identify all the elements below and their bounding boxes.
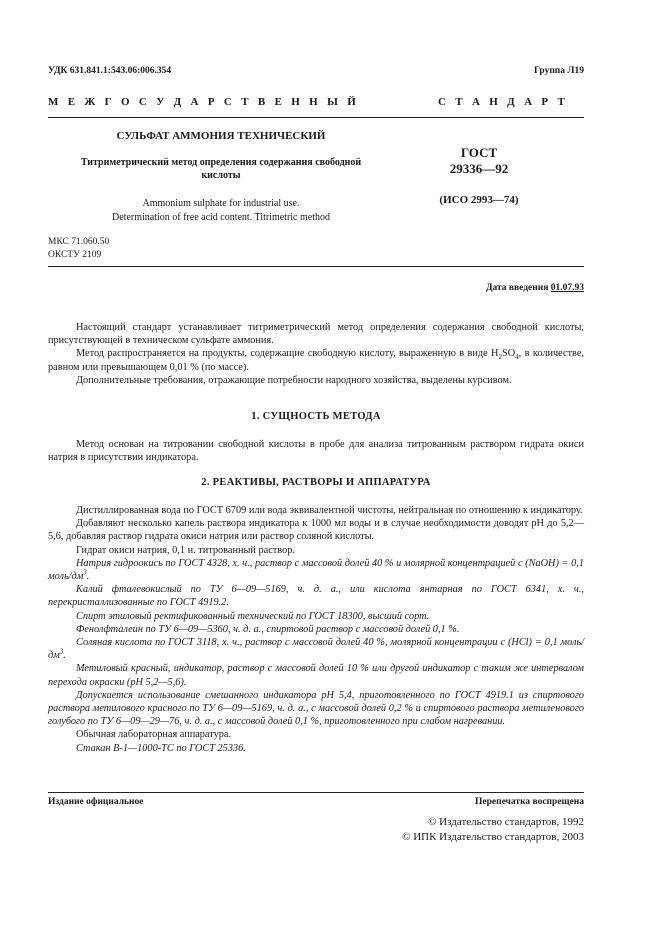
- section-1-paragraph: Метод основан на титровании свободной кислоты в пробе для анализа титрованным раствором гидрата окиси натрия в присутствии индикатора.: [48, 439, 584, 464]
- english-title: [48, 197, 394, 224]
- english-title-line-1: Ammonium sulphate for industrial use.: [142, 198, 300, 209]
- reprint-prohibited: Перепечатка воспрещена: [474, 797, 584, 807]
- reagent-methyl-red: Метиловый красный, индикатор, раствор с массовой долей 10 % или другой индикатор с таким же интервалом перехода окраски (pH 5,2—5,6).: [48, 663, 584, 688]
- gost-label: ГОСТ: [460, 145, 498, 160]
- banner-rule: [48, 117, 584, 118]
- section-2-heading: 2. РЕАКТИВЫ, РАСТВОРЫ И АППАРАТУРА: [201, 477, 431, 488]
- reagent-ethanol: Спирт этиловый ректификованный технический по ГОСТ 18300, высший сорт.: [76, 610, 430, 622]
- section-1-body: [48, 438, 584, 464]
- group-code: Группа Л19: [533, 66, 584, 76]
- apparatus-beaker: Стакан В-1—1000-ТС по ГОСТ 25336.: [76, 742, 246, 754]
- english-title-line-2: Determination of free acid content. Titrimetric method: [112, 211, 330, 223]
- reagent-phenolphthalein: Фенолфталеин по ТУ 6—09—5360, ч. д. а., спиртовой раствор с массовой долей 0,1 %.: [76, 623, 460, 635]
- udk-code: УДК 631.841.1:543.06:006.354: [48, 66, 172, 76]
- document-subtitle: [48, 156, 394, 182]
- apparatus-general: Обычная лабораторная аппаратура.: [76, 729, 232, 741]
- subtitle-line-1: Титриметрический метод определения содержания свободной: [80, 157, 362, 168]
- document-title: СУЛЬФАТ АММОНИЯ ТЕХНИЧЕСКИЙ: [116, 130, 326, 142]
- mks-code: МКС 71.060.50: [48, 237, 110, 247]
- intro-paragraph-applicability: Метод распространяется на продукты, содержащие свободную кислоту, выраженную в виде $H_2SO_4$, в количестве, равном или превышающем 0,01 % (по массе).: [48, 348, 584, 373]
- reagent-mixed-indicator: Допускается использование смешанного индикатора pH 5,4, приготовленного по ГОСТ 4919.1 из спиртового раствора метилового красного по ТУ 6—09—5169, ч. д. а., с массовой долей 0,2 % и спиртового раствора метиленового голубого по ТУ 6—09—29—76, ч. д. а., с массовой долей 0,1 %, приготовленного при слабом нагревании.: [48, 689, 584, 728]
- copyright-block: [402, 815, 584, 845]
- official-edition: Издание официальное: [48, 797, 144, 807]
- introduction-date-label: Дата введения: [485, 283, 549, 293]
- banner-standard: С Т А Н Д А Р Т: [438, 96, 569, 108]
- section-1-heading: 1. СУЩНОСТЬ МЕТОДА: [251, 411, 381, 422]
- introduction-date: [486, 283, 584, 293]
- iso-reference: (ИСО 2993—74): [439, 194, 519, 206]
- reagent-naoh-source: Натрия гидроокись по ГОСТ 4328, х. ч., раствор с массовой долей 40 % и молярной концентрацией c (NaOH) = 0,1 моль/$дм^3$.: [48, 557, 584, 583]
- banner-interstate: М Е Ж Г О С У Д А Р С Т В Е Н Н Ы Й: [48, 96, 360, 108]
- gost-number: 29336—92: [449, 161, 509, 176]
- introduction-date-value: 01.07.93: [550, 283, 584, 293]
- reagent-naoh: Гидрат окиси натрия, 0,1 н. титрованный раствор.: [76, 544, 295, 556]
- footer-rule: [48, 792, 584, 793]
- copyright-2003: © ИПК Издательство стандартов, 2003: [402, 831, 584, 843]
- classification-codes: [48, 236, 109, 262]
- okstu-code: ОКСТУ 2109: [48, 250, 102, 260]
- header-rule: [48, 266, 584, 267]
- gost-designation: [420, 145, 538, 177]
- section-2-body: [48, 504, 584, 755]
- introduction: [48, 321, 584, 387]
- subtitle-line-2: кислоты: [201, 170, 241, 181]
- intro-paragraph-scope: Настоящий стандарт устанавливает титриметрический метод определения содержания свободной кислоты, присутствующей в техническом сульфате аммония.: [48, 322, 584, 347]
- intro-paragraph-additional: Дополнительные требования, отражающие потребности народного хозяйства, выделены курсивом.: [76, 374, 512, 386]
- reagent-hydrochloric-acid: Соляная кислота по ГОСТ 3118, х. ч., раствор с массовой долей 40 %, молярной концентрации c (HCl) = 0,1 моль/$дм^3$.: [48, 637, 584, 662]
- reagent-potassium-phthalate: Калий фталевокислый по ТУ 6—09—5169, ч. д. а., или кислота янтарная по ГОСТ 6341, х. ч., перекристаллизованные по ГОСТ 4919.2.: [48, 584, 584, 609]
- copyright-1992: © Издательство стандартов, 1992: [428, 816, 584, 828]
- reagent-water-ph: Добавляют несколько капель раствора индикатора к 1000 мл воды и в случае необходимости доводят pH до 5,2—5,6, добавляя раствор гидрата окиси натрия или раствор соляной кислоты.: [48, 518, 584, 543]
- reagent-water: Дистиллированная вода по ГОСТ 6709 или вода эквивалентной чистоты, нейтральная по отношению к индикатору.: [76, 505, 583, 516]
